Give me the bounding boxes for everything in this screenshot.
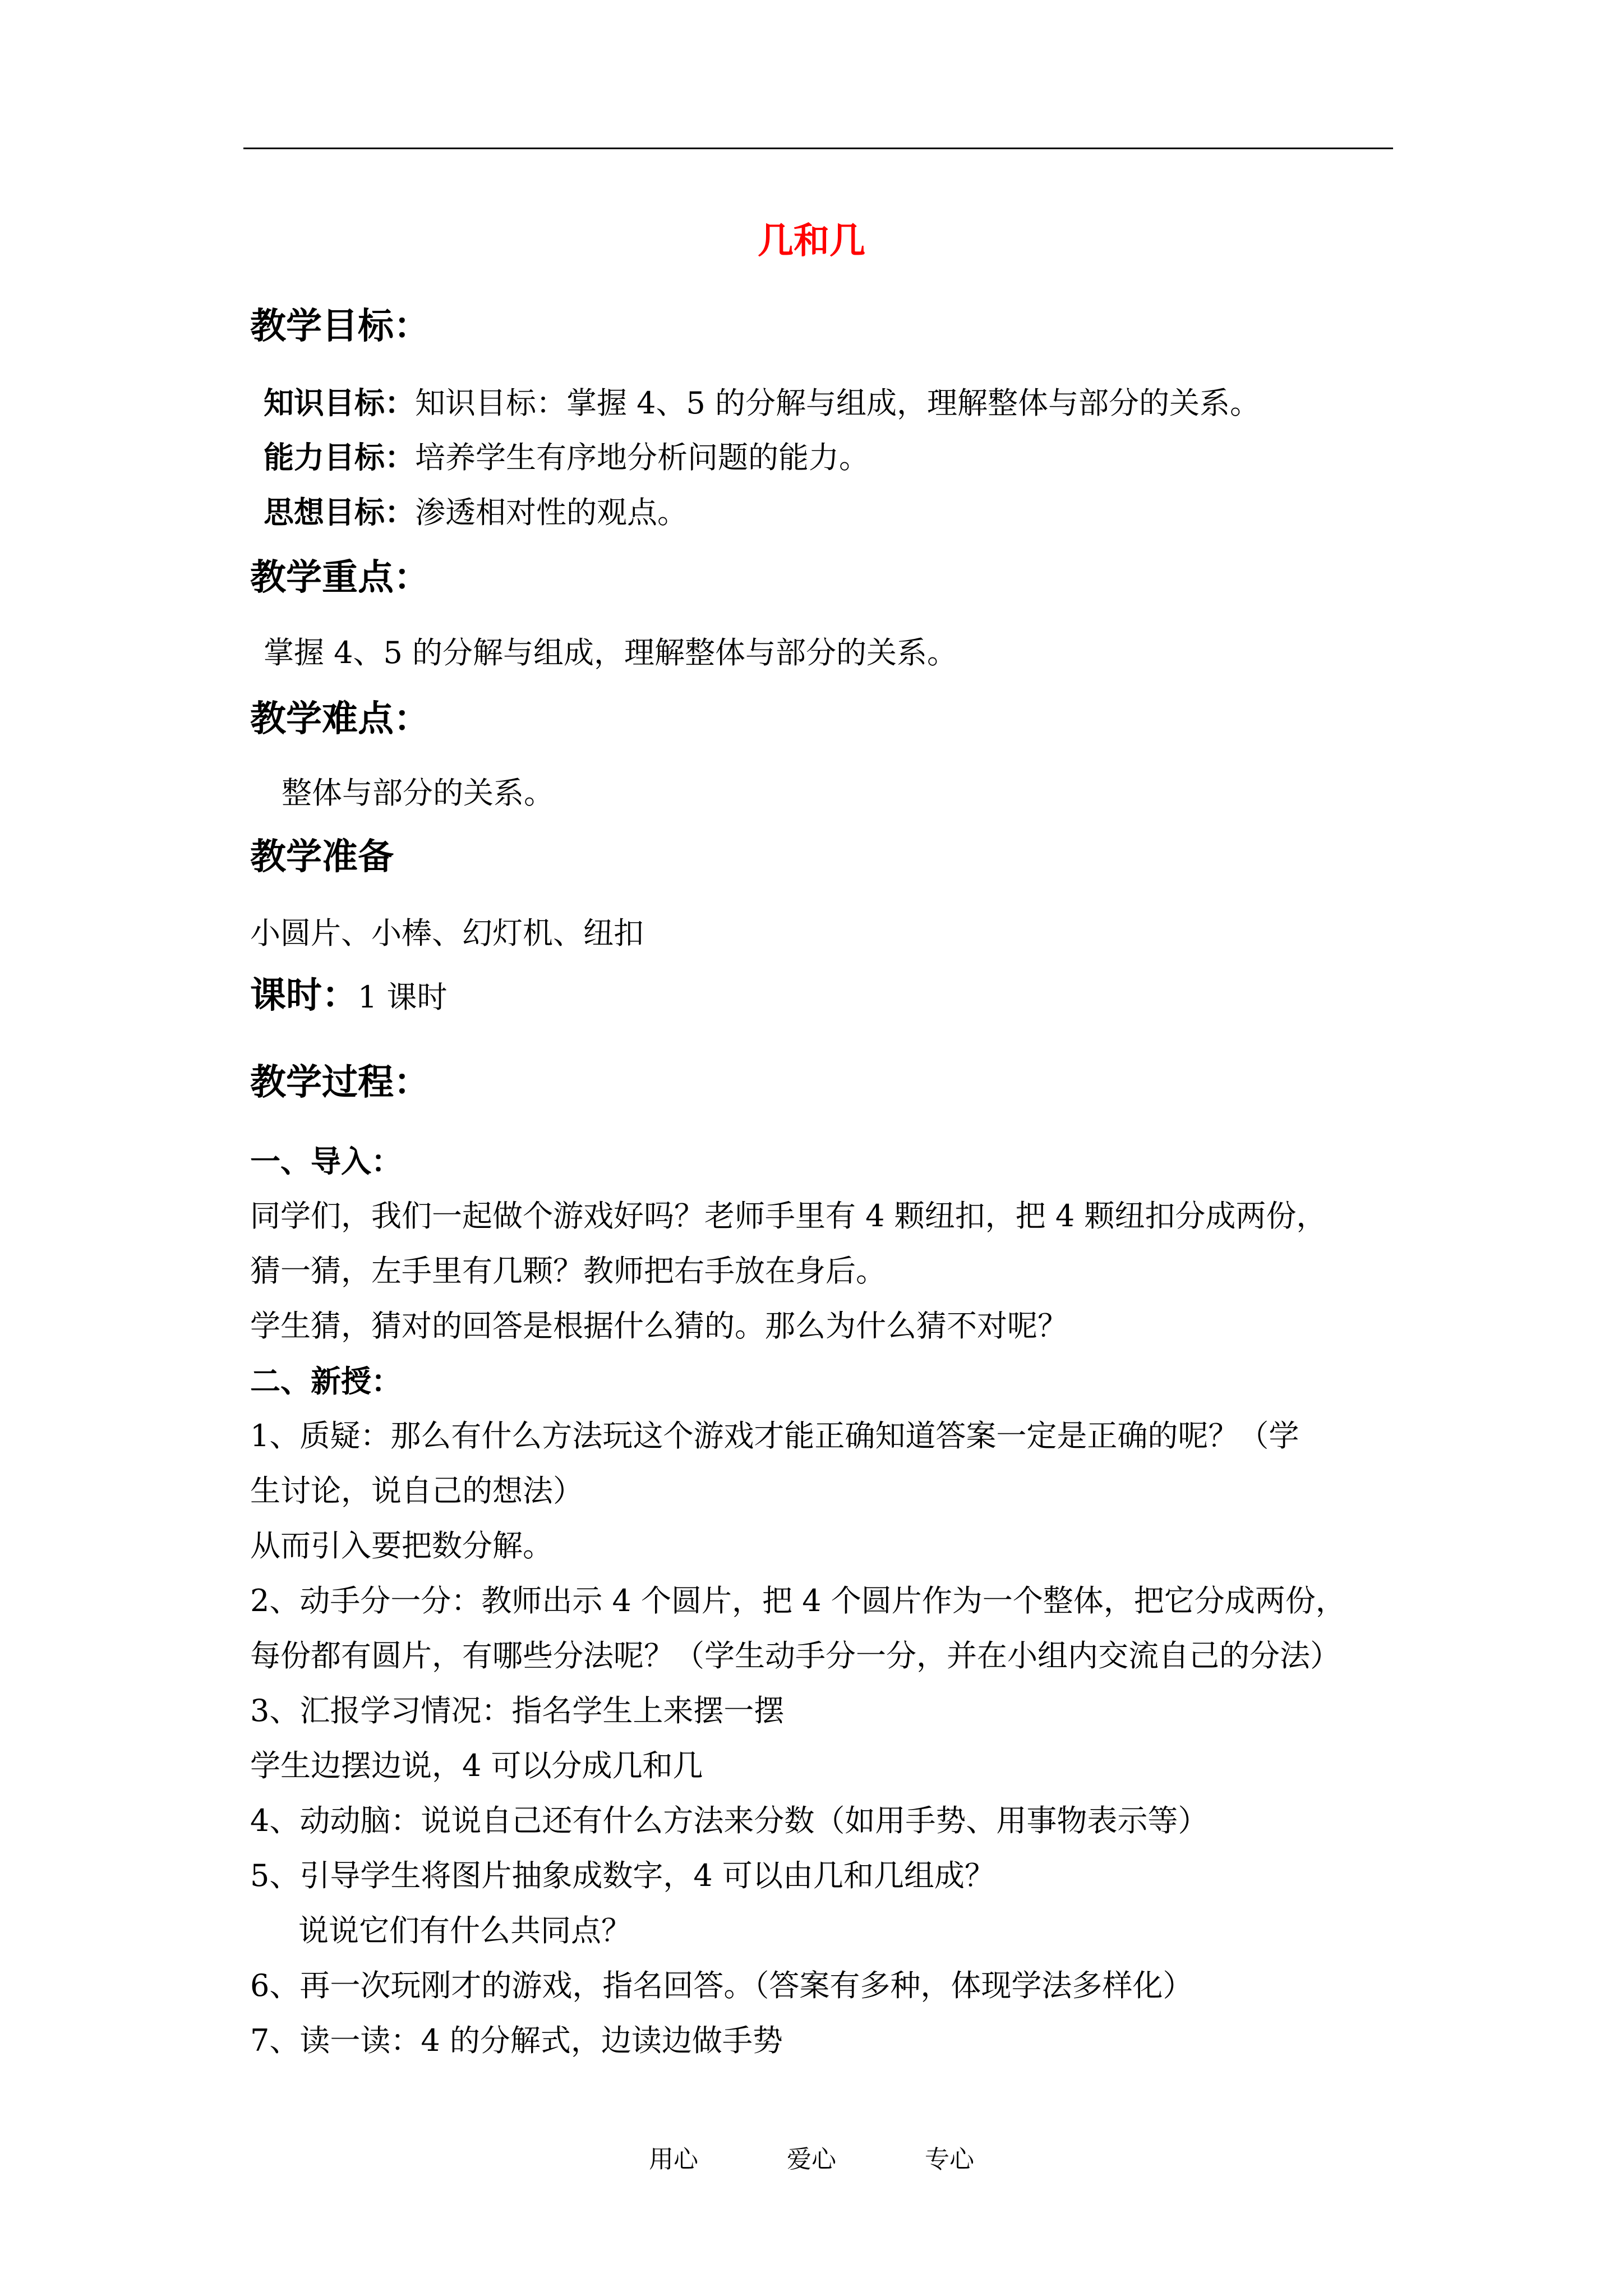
footer-item-1: 用心 [649,2145,698,2174]
step-2-line-2: 每份都有圆片，有哪些分法呢？（学生动手分一分，并在小组内交流自己的分法） [250,1638,1340,1673]
new-lesson-heading: 二、新授： [250,1363,402,1399]
step-5-line-2: 说说它们有什么共同点？ [298,1913,631,1948]
key-points-heading: 教学重点： [250,556,430,599]
header-rule [243,148,1393,149]
process-heading: 教学过程： [250,1061,430,1103]
class-hours-label: 课时： [250,974,358,1016]
step-7-line-1: 7、读一读：4 的分解式，边读边做手势 [250,2023,783,2058]
footer-item-2: 爱心 [787,2145,836,2174]
step-1-line-3: 从而引入要把数分解。 [250,1528,553,1563]
key-points-text: 掌握 4、5 的分解与组成，理解整体与部分的关系。 [264,635,958,670]
ability-goal-text: 培养学生有序地分析问题的能力。 [415,440,869,475]
thought-goal-text: 渗透相对性的观点。 [415,495,688,530]
difficulty-heading: 教学难点： [250,698,430,740]
intro-line-2: 猜一猜，左手里有几颗？教师把右手放在身后。 [250,1253,886,1289]
ability-goal [264,435,869,480]
step-2-line-1: 2、动手分一分：教师出示 4 个圆片，把 4 个圆片作为一个整体，把它分成两份， [250,1583,1346,1618]
goals-heading: 教学目标： [250,305,430,347]
ability-goal-label: 能力目标： [264,439,415,475]
step-5-line-1: 5、引导学生将图片抽象成数字，4 可以由几和几组成？ [250,1858,995,1893]
knowledge-goal-label: 知识目标： [264,385,415,421]
preparation-text: 小圆片、小棒、幻灯机、纽扣 [250,915,644,951]
step-6-line-1: 6、再一次玩刚才的游戏，指名回答。（答案有多种，体现学法多样化） [250,1968,1193,2003]
step-1-line-1: 1、质疑：那么有什么方法玩这个游戏才能正确知道答案一定是正确的呢？（学 [250,1418,1299,1453]
step-3-line-2: 学生边摆边说，4 可以分成几和几 [250,1748,703,1783]
intro-heading: 一、导入： [250,1143,402,1179]
knowledge-goal [264,380,1260,426]
class-hours-value: 1 课时 [358,979,448,1015]
thought-goal-label: 思想目标： [264,494,415,530]
footer-item-3: 专心 [925,2145,974,2174]
step-3-line-1: 3、汇报学习情况：指名学生上来摆一摆 [250,1693,785,1728]
thought-goal [264,490,688,535]
difficulty-text: 整体与部分的关系。 [282,775,554,811]
page-title: 几和几 [758,220,865,262]
step-1-line-2: 生讨论，说自己的想法） [250,1473,583,1508]
preparation-heading: 教学准备 [250,836,394,878]
class-hours [250,973,448,1020]
step-4-line-1: 4、动动脑：说说自己还有什么方法来分数（如用手势、用事物表示等） [250,1803,1209,1838]
knowledge-goal-text: 知识目标：掌握 4、5 的分解与组成，理解整体与部分的关系。 [415,385,1261,421]
page-footer [0,2140,1623,2179]
intro-line-1: 同学们，我们一起做个游戏好吗？老师手里有 4 颗纽扣，把 4 颗纽扣分成两份， [250,1198,1327,1234]
intro-line-3: 学生猜，猜对的回答是根据什么猜的。那么为什么猜不对呢？ [250,1308,1068,1343]
